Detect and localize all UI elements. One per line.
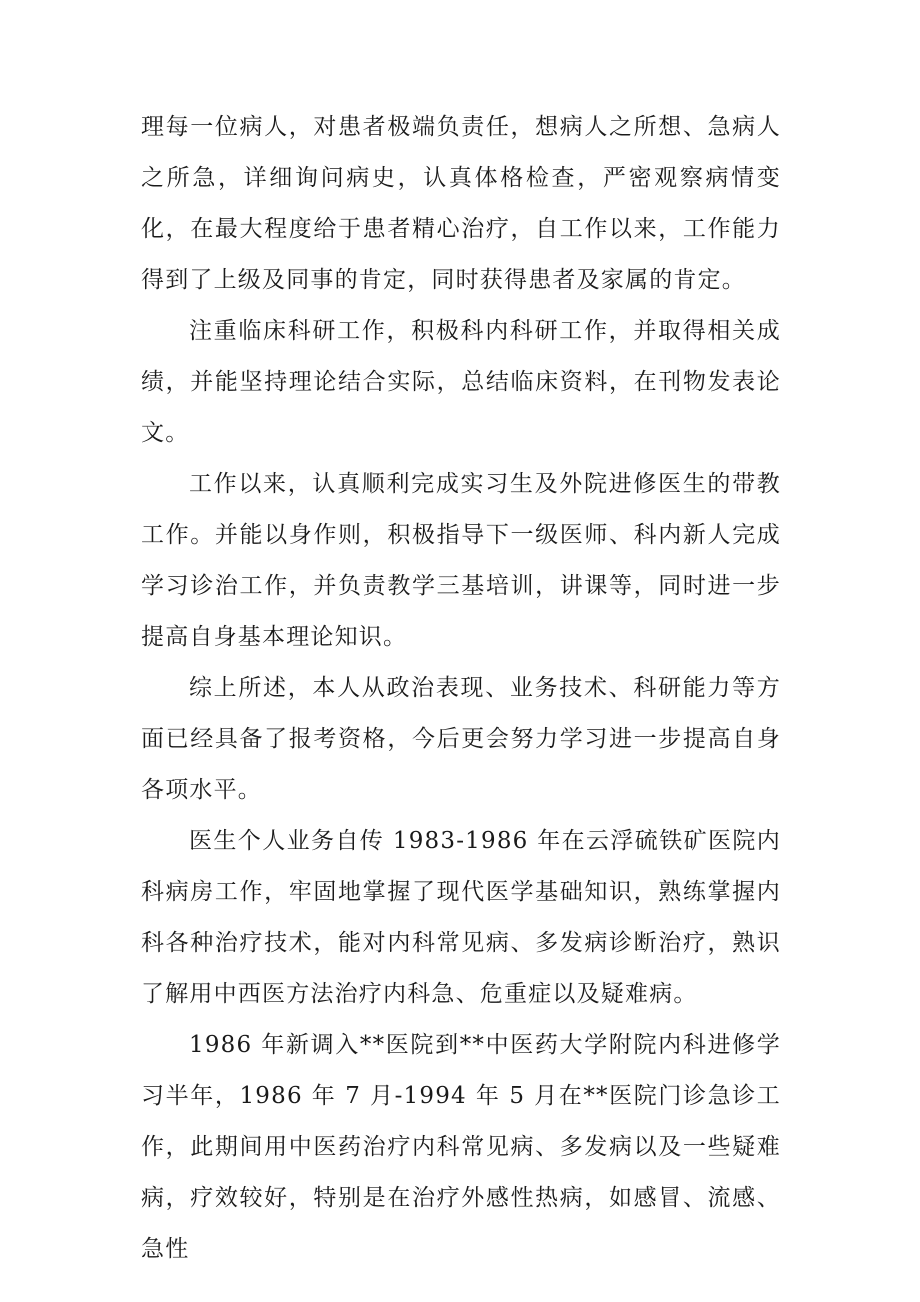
paragraph-6: 1986 年新调入**医院到**中医药大学附院内科进修学习半年，1986 年 7 月-1994 年 5 月在**医院门诊急诊工作，此期间用中医药治疗内科常见病、多发病以及一些疑难病，疗效较好，特别是在治疗外感性热病，如感冒、流感、急性 (141, 1032, 781, 1262)
document-body (141, 102, 781, 1275)
paragraph-4: 综上所述，本人从政治表现、业务技术、科研能力等方面已经具备了报考资格，今后更会努力学习进一步提高自身各项水平。 (141, 675, 781, 803)
paragraph-1: 理每一位病人，对患者极端负责任，想病人之所想、急病人之所急，详细询问病史，认真体格检查，严密观察病情变化，在最大程度给于患者精心治疗，自工作以来，工作能力得到了上级及同事的肯定，同时获得患者及家属的肯定。 (141, 114, 781, 293)
paragraph-5: 医生个人业务自传 1983-1986 年在云浮硫铁矿医院内科病房工作，牢固地掌握了现代医学基础知识，熟练掌握内科各种治疗技术，能对内科常见病、多发病诊断治疗，熟识了解用中西医方法治疗内科急、危重症以及疑难病。 (141, 828, 781, 1007)
paragraph-3: 工作以来，认真顺利完成实习生及外院进修医生的带教工作。并能以身作则，积极指导下一级医师、科内新人完成学习诊治工作，并负责教学三基培训，讲课等，同时进一步提高自身基本理论知识。 (141, 471, 781, 650)
paragraph-2: 注重临床科研工作，积极科内科研工作，并取得相关成绩，并能坚持理论结合实际，总结临床资料，在刊物发表论文。 (141, 318, 781, 446)
